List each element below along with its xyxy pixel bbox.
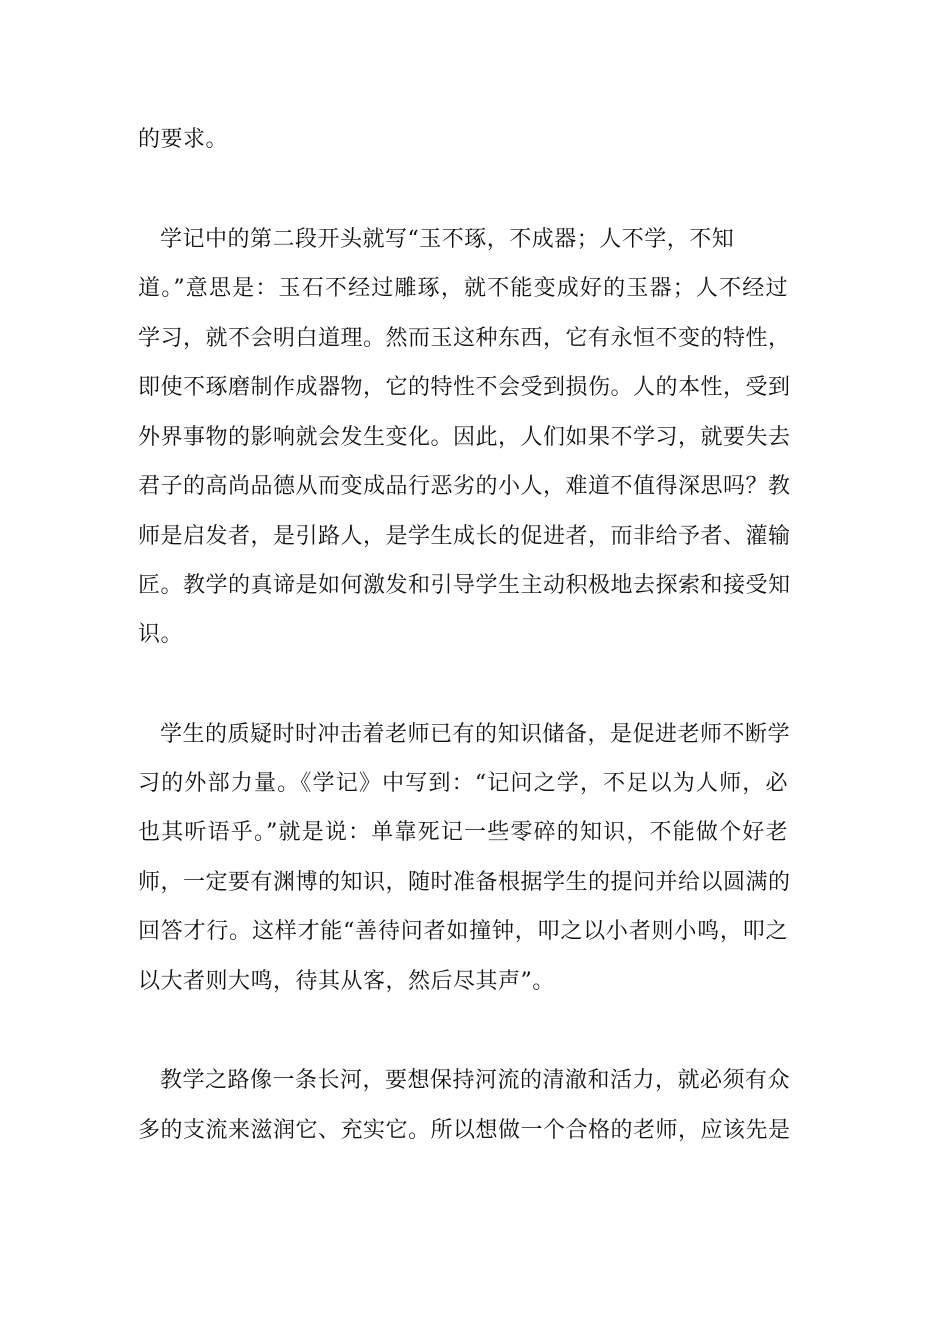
text-line: 习的外部力量。《学记》中写到：“记问之学，不足以为人师，必	[138, 771, 788, 796]
text-line: 道。”意思是：玉石不经过雕琢，就不能变成好的玉器；人不经过	[138, 276, 788, 301]
text-line: 识。	[138, 622, 184, 647]
text-line: 多的支流来滋润它、充实它。所以想做一个合格的老师，应该先是	[138, 1118, 791, 1143]
text-line: 教学之路像一条长河，要想保持河流的清澈和活力，就必须有众	[160, 1068, 791, 1093]
text-line: 学习，就不会明白道理。然而玉这种东西，它有永恒不变的特性，	[138, 326, 791, 351]
text-line: 外界事物的影响就会发生变化。因此，人们如果不学习，就要失去	[138, 425, 791, 450]
text-line: 师，一定要有渊博的知识，随时准备根据学生的提问并给以圆满的	[138, 870, 791, 895]
text-line: 的要求。	[138, 127, 229, 152]
text-line: 学记中的第二段开头就写“玉不琢，不成器；人不学，不知	[160, 227, 735, 252]
text-line: 匠。教学的真谛是如何激发和引导学生主动积极地去探索和接受知	[138, 573, 791, 598]
text-line: 君子的高尚品德从而变成品行恶劣的小人，难道不值得深思吗？教	[138, 474, 791, 499]
text-line: 也其听语乎。”就是说：单靠死记一些零碎的知识，不能做个好老	[138, 820, 788, 845]
text-line: 回答才行。这样才能“善待问者如撞钟，叩之以小者则小鸣，叩之	[138, 919, 788, 944]
text-line: 即使不琢磨制作成器物，它的特性不会受到损伤。人的本性，受到	[138, 375, 791, 400]
text-line: 以大者则大鸣，待其从客，然后尽其声”。	[138, 969, 555, 994]
text-line: 学生的质疑时时冲击着老师已有的知识储备，是促进老师不断学	[160, 722, 791, 747]
text-line: 师是启发者，是引路人，是学生成长的促进者，而非给予者、灌输	[138, 524, 791, 549]
